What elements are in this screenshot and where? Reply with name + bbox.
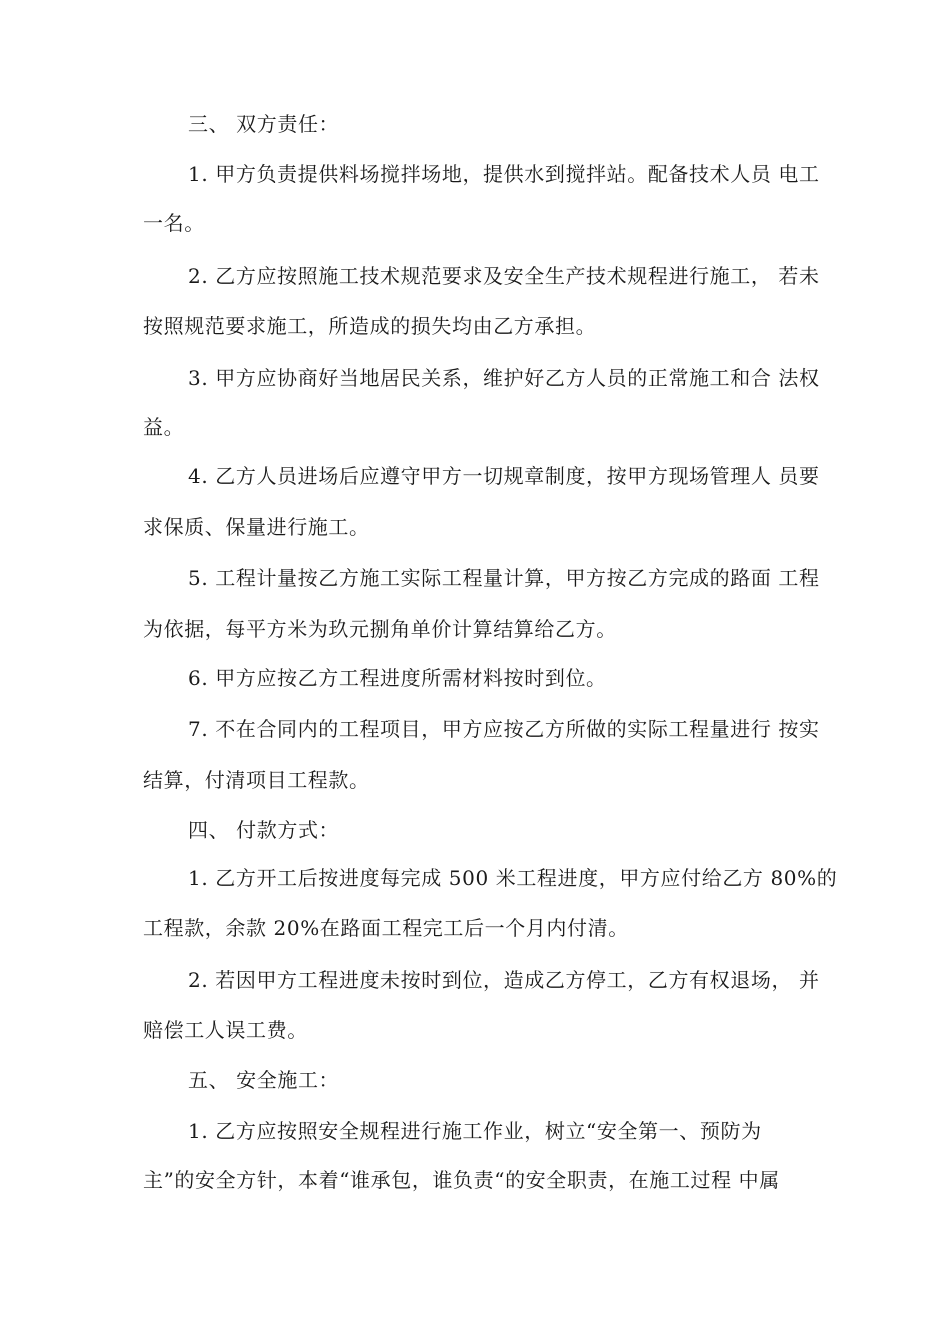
section-heading-4: 四、 付款方式：	[188, 818, 340, 842]
clause-4-2-line-2: 赔偿工人误工费。	[143, 1018, 308, 1042]
clause-3-1-line-1: 1. 甲方负责提供料场搅拌场地，提供水到搅拌站。配备技术人员 电工	[188, 162, 820, 186]
clause-3-1-line-2: 一名。	[143, 211, 205, 235]
clause-3-3-line-1: 3. 甲方应协商好当地居民关系，维护好乙方人员的正常施工和合 法权	[188, 366, 820, 390]
clause-3-2-line-1: 2. 乙方应按照施工技术规范要求及安全生产技术规程进行施工， 若未	[188, 264, 820, 288]
clause-4-2-line-1: 2. 若因甲方工程进度未按时到位，造成乙方停工，乙方有权退场， 并	[188, 968, 820, 992]
clause-3-6-line-1: 6. 甲方应按乙方工程进度所需材料按时到位。	[188, 666, 607, 690]
clause-5-1-line-1: 1. 乙方应按照安全规程进行施工作业，树立“安全第一、预防为	[188, 1119, 762, 1143]
clause-3-5-line-1: 5. 工程计量按乙方施工实际工程量计算，甲方按乙方完成的路面 工程	[188, 566, 820, 590]
clause-4-1-line-1: 1. 乙方开工后按进度每完成 500 米工程进度，甲方应付给乙方 80%的	[188, 866, 838, 890]
clause-3-4-line-1: 4. 乙方人员进场后应遵守甲方一切规章制度，按甲方现场管理人 员要	[188, 464, 820, 488]
clause-3-5-line-2: 为依据，每平方米为玖元捌角单价计算结算给乙方。	[143, 617, 617, 641]
clause-3-2-line-2: 按照规范要求施工，所造成的损失均由乙方承担。	[143, 314, 597, 338]
section-heading-3: 三、 双方责任：	[188, 112, 340, 136]
clause-5-1-line-2: 主”的安全方针，本着“谁承包，谁负责“的安全职责，在施工过程 中属	[143, 1168, 780, 1192]
clause-3-3-line-2: 益。	[143, 415, 185, 439]
clause-4-1-line-2: 工程款，余款 20%在路面工程完工后一个月内付清。	[143, 916, 629, 940]
section-heading-5: 五、 安全施工：	[188, 1068, 340, 1092]
clause-3-4-line-2: 求保质、保量进行施工。	[143, 515, 370, 539]
clause-3-7-line-1: 7. 不在合同内的工程项目，甲方应按乙方所做的实际工程量进行 按实	[188, 717, 820, 741]
clause-3-7-line-2: 结算，付清项目工程款。	[143, 768, 370, 792]
